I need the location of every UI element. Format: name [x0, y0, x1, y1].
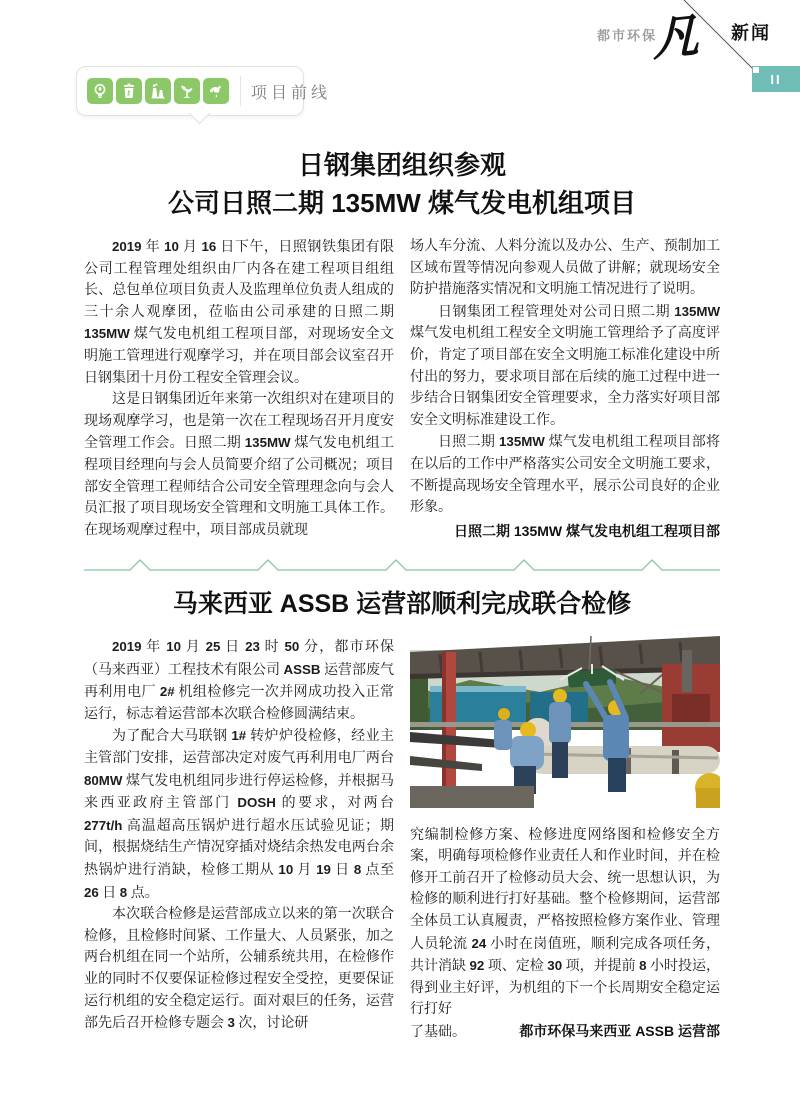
- section-divider: [84, 557, 720, 573]
- article1-paragraph-1: 2019 年 10 月 16 日下午，日照钢铁集团有限公司工程管理处组织由厂内各在建工程项目组组长、总包单位项目负责人及监理单位负责人组成的三十余人观摩团，莅临由公司承建的日照二期 135MW 煤气发电机组工程项目部，对现场安全文明施工管理进行观摩学习，并在项目部会议室召开日钢集团十月份工程安全管理会议。: [84, 239, 395, 386]
- photo-foreground: [410, 773, 720, 808]
- plant-icon: [174, 78, 200, 104]
- page-number-tab: [752, 66, 800, 92]
- recycle-bin-icon: [116, 78, 142, 104]
- masthead-calligraphy-glyph: 凡: [652, 7, 700, 67]
- factory-icon: [145, 78, 171, 104]
- article-2: [84, 585, 720, 1044]
- badge-label: 项目前线: [251, 84, 332, 102]
- article2-paragraph-1: 2019 年 10 月 25 日 23 时 50 分，都市环保（马来西亚）工程技术有限公司 ASSB 运营部废气再利用电厂 2# 机组检修完一次并网成功投入正常运行，标志着运营部本次联合检修圆满结束。: [84, 639, 395, 722]
- article1-right-column: [410, 236, 720, 542]
- article1-paragraph-2-continued: 场人车分流、人料分流以及办公、生产、预制加工区域布置等情况向参观人员做了讲解；就现场安全防护措施落实情况和文明施工情况进行了说明。: [410, 239, 720, 298]
- article2-last-line: [410, 1021, 720, 1044]
- article1-paragraph-2: 这是日钢集团近年来第一次组织对在建项目的现场观摩学习，也是第一次在工程现场召开月度安全管理工作会。日照二期 135MW 煤气发电机组工程项目经理向与会人员简要介绍了公司概况；项目部安全管理工程师结合公司安全管理理念向与会人员汇报了项目现场安全管理和文明施工具体工作。在现场观摩过程中，项目部成员就现: [84, 392, 395, 538]
- article1-paragraph-3: 日钢集团工程管理处对公司日照二期 135MW 煤气发电机组工程安全文明施工管理给予了高度评价，肯定了项目部在安全文明施工标准化建设中所付出的努力，要求项目部在后续的施工过程中进一步结合日钢集团安全管理要求，全力落实好项目部安全文明标准建设工作。: [410, 303, 720, 428]
- masthead-brand: 都市环保: [597, 28, 658, 43]
- section-label: 新闻: [731, 23, 771, 43]
- badge-divider: [240, 76, 241, 106]
- article2-paragraph-2: 为了配合大马联钢 1# 转炉炉役检修，经业主主管部门安排，运营部决定对废气再利用电厂两台 80MW 煤气发电机组同步进行停运检修，并根据马来西亚政府主管部门 DOSH 的要求，对两台 277t/h 高温超高压锅炉进行超水压试验见证；期间，根据烧结生产情况穿插对烧结余热发电两台余热锅炉进行消缺，检修工期从 10 月 19 日 8 点至 26 日 8 点。: [84, 728, 395, 901]
- article2-title: 马来西亚 ASSB 运营部顺利完成联合检修: [172, 590, 632, 618]
- article1-title-line2: 公司日照二期 135MW 煤气发电机组项目: [167, 188, 637, 218]
- article2-paragraph-3-continued: 究编制检修方案、检修进度网络图和检修安全方案，明确每项检修作业责任人和作业时间，并在检修开工前召开了检修动员大会、统一思想认识，为检修的顺利进行打好基础。整个检修期间，运营部全体员工认真履责，严格按照检修方案作业、管理人员轮流 24 小时在岗值班，顺利完成各项任务，共计消缺 92 项、定检 30 项，并提前 8 小时投运，得到业主好评，为机组的下一个长周期安全稳定运行打好: [410, 827, 720, 1018]
- faucet-icon: [203, 78, 229, 104]
- article-1: [84, 146, 720, 542]
- article2-closing: 了基础。: [410, 1024, 466, 1040]
- article1-title-line1: 日钢集团组织参观: [297, 150, 506, 180]
- article1-left-column: [84, 236, 394, 542]
- article1-paragraph-4: 日照二期 135MW 煤气发电机组工程项目部将在以后的工作中严格落实公司安全文明施工要求，不断提高现场安全管理水平，展示公司良好的企业形象。: [410, 434, 721, 516]
- article2-right-column: [410, 636, 720, 1044]
- article2-byline: 都市环保马来西亚 ASSB 运营部: [519, 1022, 720, 1039]
- page-number: II: [770, 71, 782, 87]
- maintenance-site-photo: [410, 636, 720, 808]
- article1-byline: 日照二期 135MW 煤气发电机组工程项目部: [453, 522, 720, 539]
- article2-paragraph-3: 本次联合检修是运营部成立以来的第一次联合检修，且检修时间紧、工作量大、人员紧张，加之两台机组在同一个站所，公辅系统共用，在检修作业的同时不仅要保证检修过程安全受控，更要保证运行机组的安全稳定运行。面对艰巨的任务，运营部先后召开检修专题会 3 次，讨论研: [84, 907, 394, 1032]
- tab-corner-mark: [753, 67, 759, 73]
- column-badge: [76, 66, 332, 116]
- article2-left-column: [84, 636, 394, 1044]
- eco-bulb-icon: [87, 78, 113, 104]
